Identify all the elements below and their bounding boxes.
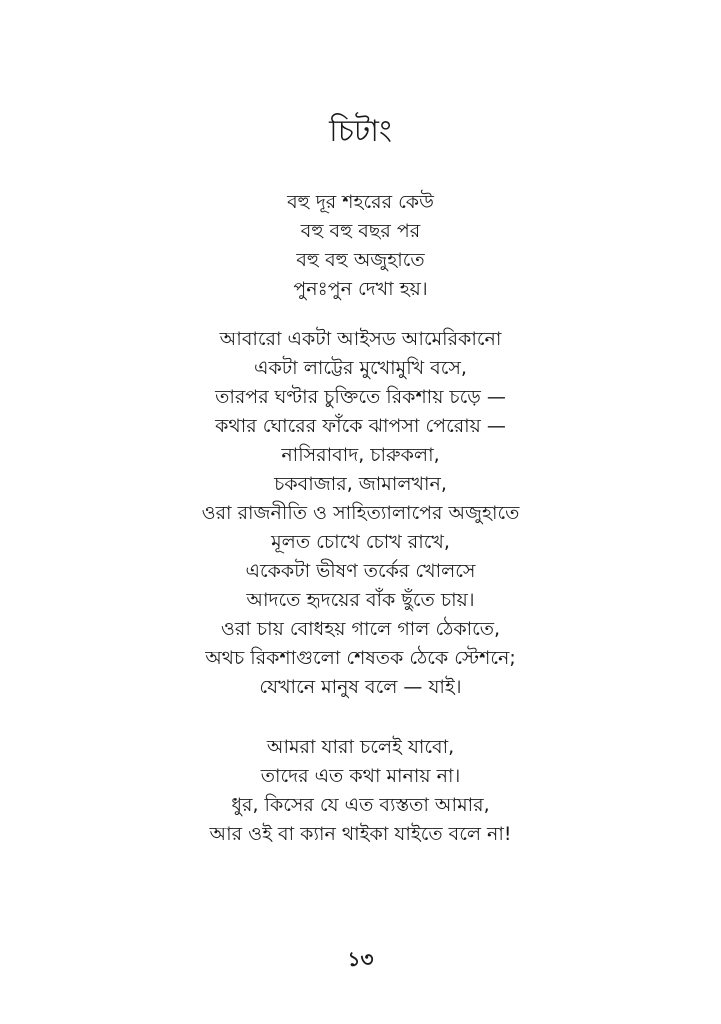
poem-line: নাসিরাবাদ, চারুকলা,: [281, 444, 440, 466]
poem-title: চিটাং: [329, 114, 392, 149]
poem-line: ধুর, কিসের যে এত ব্যস্ততা আমার,: [231, 794, 490, 816]
poem-line: যেখানে মানুষ বলে — যাই।: [259, 676, 462, 698]
poem-line: আবারো একটা আইসড আমেরিকানো: [219, 328, 502, 350]
poem-line: চকবাজার, জামালখান,: [274, 473, 447, 495]
poem-line: তারপর ঘণ্টার চুক্তিতে রিকশায় চড়ে —: [215, 386, 506, 408]
poem-line: আমরা যারা চলেই যাবো,: [266, 736, 455, 758]
poem-line: ওরা চায় বোধহয় গালে গাল ঠেকাতে,: [220, 618, 501, 640]
poem-line: একেকটা ভীষণ তর্কের খোলসে: [245, 560, 476, 582]
poem-line: অথচ রিকশাগুলো শেষতক ঠেকে স্টেশনে;: [205, 647, 516, 669]
poem-line: আদতে হৃদয়ের বাঁক ছুঁতে চায়।: [246, 589, 475, 611]
stanza-2: [0, 325, 721, 702]
page-number: ১৩: [347, 947, 374, 971]
poem-line: বহু বহু অজুহাতে: [296, 249, 425, 271]
poem-line: পুনঃপুন দেখা হয়।: [293, 278, 428, 300]
poem-line: ওরা রাজনীতি ও সাহিত্যালাপের অজুহাতে: [201, 502, 520, 524]
poem-line: বহু বহু বছর পর: [300, 220, 421, 242]
stanza-1: [0, 188, 721, 304]
stanza-3: [0, 733, 721, 849]
poem-line: একটা লাট্টের মুখোমুখি বসে,: [254, 357, 467, 379]
poem-line: মূলত চোখে চোখ রাখে,: [271, 531, 450, 553]
poem-line: কথার ঘোরের ফাঁকে ঝাপসা পেরোয় —: [215, 415, 506, 437]
poem-line: তাদের এত কথা মানায় না।: [260, 765, 461, 787]
poem-line: বহু দূর শহরের কেউ: [287, 191, 434, 213]
poem-line: আর ওই বা ক্যান থাইকা যাইতে বলে না!: [209, 823, 512, 845]
